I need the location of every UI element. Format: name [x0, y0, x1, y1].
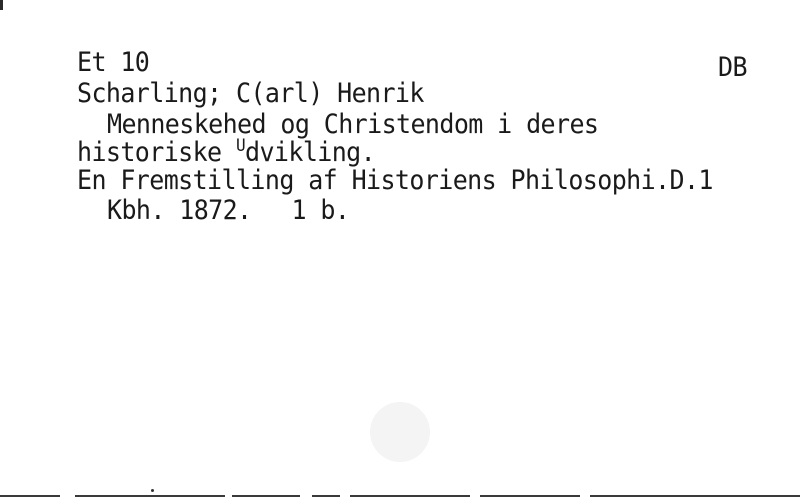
location-code: DB: [718, 50, 747, 83]
imprint-volumes: 1 b.: [291, 193, 350, 226]
title-line-2-end: dvikling.: [245, 135, 376, 168]
subtitle-line: En Fremstilling af Historiens Philosophi.D.1: [77, 163, 713, 196]
call-number: Et 10: [77, 45, 150, 78]
title-line-2-start: historiske: [77, 135, 236, 168]
ink-dot: [151, 489, 154, 492]
imprint-line: [107, 195, 349, 225]
smudge-mark: [370, 402, 430, 462]
imprint-place-year: Kbh. 1872.: [107, 193, 252, 226]
title-line-1: Menneskehed og Christendom i deres: [107, 107, 599, 140]
title-line-2-superscript: U: [235, 134, 246, 156]
author-line: Scharling; C(arl) Henrik: [77, 76, 424, 109]
corner-mark: [0, 0, 3, 10]
card-bottom-edge: [0, 495, 800, 497]
